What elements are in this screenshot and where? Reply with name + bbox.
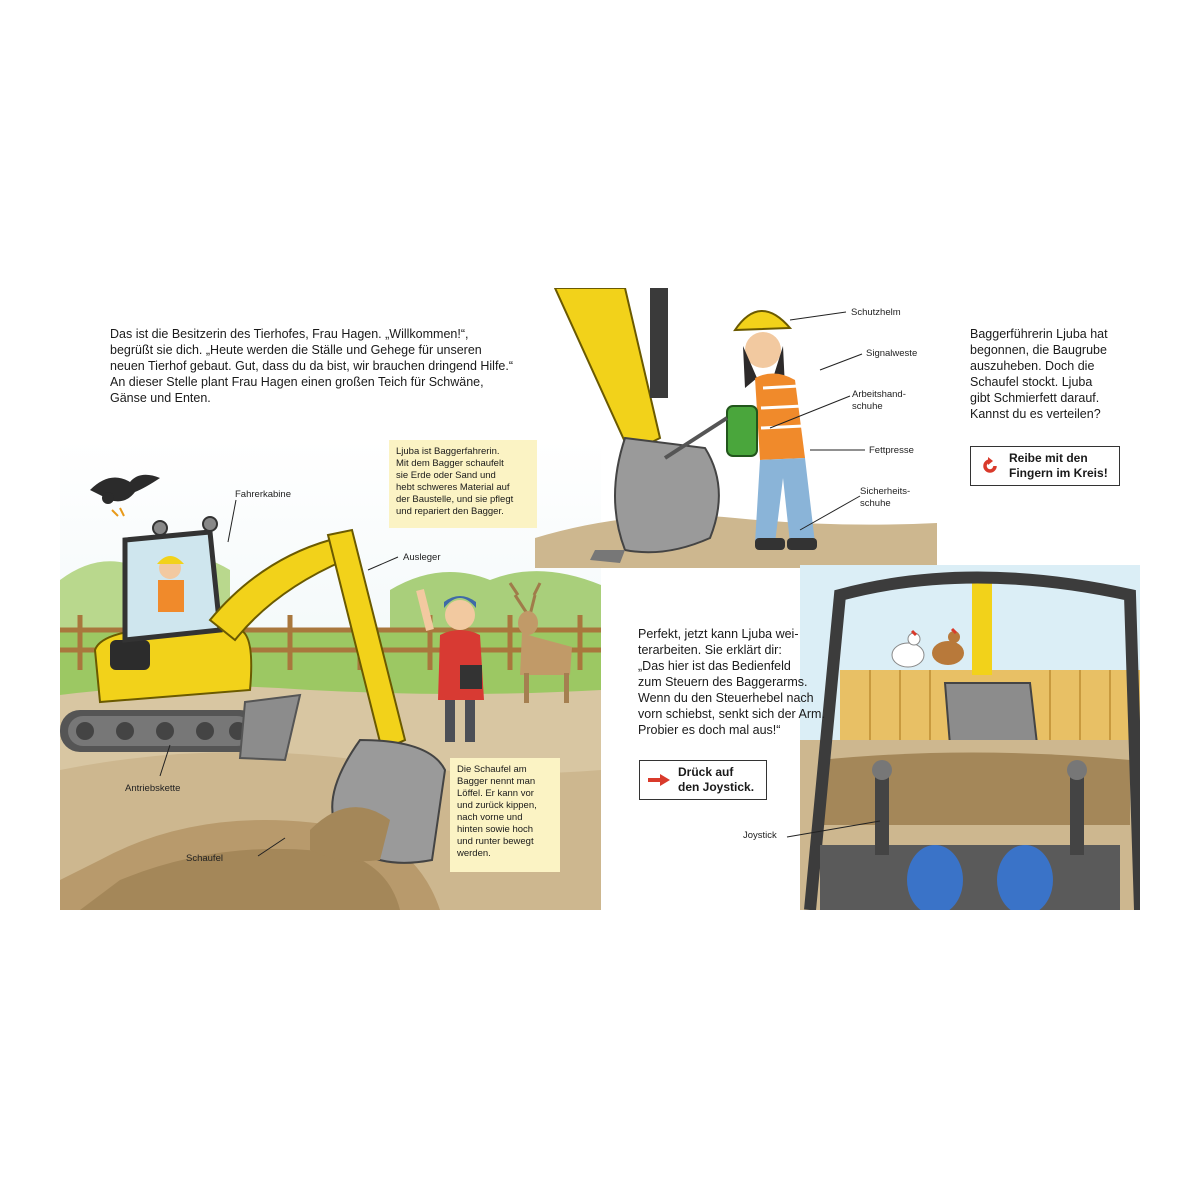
circular-arrow-icon (979, 456, 1001, 476)
label-ausleger: Ausleger (403, 552, 441, 563)
note-bucket: Die Schaufel am Bagger nennt man Löffel. Er kann vor und zurück kippen, nach vorne und hinten sowie hoch und runter bewegt werden. (450, 758, 560, 872)
note-driver: Ljuba ist Baggerfahrerin. Mit dem Bagger schaufelt sie Erde oder Sand und hebt schweres Material auf der Baustelle, und sie pflegt und repariert den Bagger. (389, 440, 537, 528)
press-line-1: Drück auf (678, 765, 734, 779)
label-sicherheitsschuhe: Sicherheits- schuhe (860, 486, 911, 509)
press-line-2: den Joystick. (678, 780, 755, 794)
label-schaufel: Schaufel (186, 853, 223, 864)
cab-view-illustration (800, 565, 1140, 910)
rub-line-2: Fingern im Kreis! (1009, 466, 1108, 480)
press-joystick-box[interactable] (639, 760, 767, 800)
label-antriebskette: Antriebskette (125, 783, 181, 794)
rub-line-1: Reibe mit den (1009, 451, 1088, 465)
left-intro-text: Das ist die Besitzerin des Tierhofes, Frau Hagen. „Willkommen!“, begrüßt sie dich. „Heute werden die Ställe und Gehege für unseren neuen Tierhof gebaut. Gut, dass du da bist, wir brauchen dringend Hilfe.“ An dieser Stelle plant Frau Hagen einen großen Teich für Schwäne, Gänse und Enten. (110, 327, 514, 405)
label-arbeitshandschuhe: Arbeitshand- schuhe (852, 389, 906, 412)
label-fettpresse: Fettpresse (869, 445, 914, 456)
joystick-leader-line (785, 815, 905, 845)
right-intro-text: Baggerführerin Ljuba hat begonnen, die Baugrube auszuheben. Doch die Schaufel stockt. Ljuba gibt Schmierfett darauf. Kannst du es verteilen? (970, 327, 1108, 421)
arrow-right-icon (648, 774, 670, 786)
left-leader-lines (0, 440, 600, 940)
label-signalweste: Signalweste (866, 348, 918, 359)
perfect-text: Perfekt, jetzt kann Ljuba wei- terarbeiten. Sie erklärt dir: „Das hier ist das Bedienfeld zum Steuern des Baggerarms. Wenn du den Steuerhebel nach vorn schiebst, senkt sich der Arm. Probier es doch mal aus!“ (638, 627, 825, 737)
rub-instruction-box[interactable] (970, 446, 1120, 486)
label-schutzhelm: Schutzhelm (851, 307, 901, 318)
label-joystick: Joystick (743, 830, 777, 841)
label-fahrerkabine: Fahrerkabine (235, 489, 291, 500)
